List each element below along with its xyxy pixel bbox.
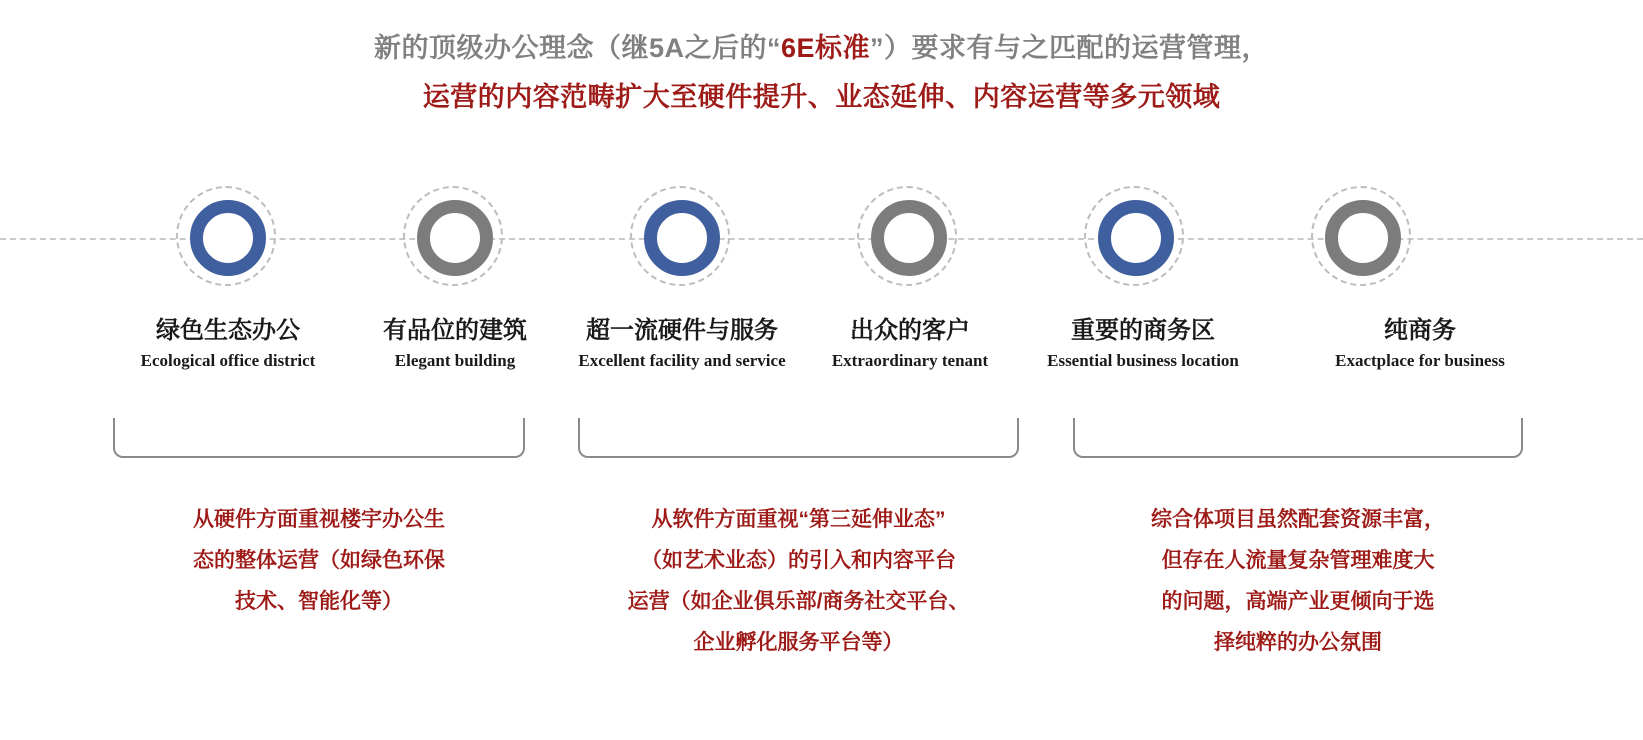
label-cn-1: 绿色生态办公 (156, 317, 300, 344)
label-en-1: Ecological office district (140, 351, 316, 370)
label-cn-4: 出众的客户 (850, 317, 970, 344)
timeline-labels (0, 316, 1643, 386)
desc-line: 态的整体运营（如绿色环保 (193, 548, 445, 572)
label-cn-5: 重要的商务区 (1071, 317, 1215, 344)
label-cn-2: 有品位的建筑 (383, 317, 527, 344)
desc-line: 但存在人流量复杂管理难度大 (1161, 548, 1435, 572)
group-brace-1 (113, 418, 525, 458)
group-braces (0, 418, 1643, 468)
desc-line: 择纯粹的办公氛围 (1214, 630, 1382, 654)
label-en-3: Excellent facility and service (578, 351, 786, 370)
desc-line: 运营（如企业俱乐部/商务社交平台、 (627, 589, 970, 613)
timeline-label-3 (552, 316, 812, 374)
title-line-1 (0, 28, 1643, 69)
desc-line: 的问题，高端产业更倾向于选 (1161, 589, 1435, 613)
group-description-1 (113, 500, 525, 623)
page-title (0, 28, 1643, 117)
circle-node-icon (417, 200, 493, 276)
circle-node-icon (871, 200, 947, 276)
label-cn-6: 纯商务 (1384, 317, 1456, 344)
title-line-1-part-2: ”）要求有与之匹配的运营管理， (870, 33, 1270, 63)
label-en-6: Exactplace for business (1335, 351, 1505, 370)
desc-line: 综合体项目虽然配套资源丰富， (1151, 508, 1445, 531)
timeline-label-2 (325, 316, 585, 374)
timeline-node-4[interactable] (857, 186, 961, 290)
title-highlight-6e: 6E标准 (780, 33, 871, 63)
label-en-2: Elegant building (394, 351, 516, 370)
label-cn-3: 超一流硬件与服务 (586, 317, 778, 344)
timeline-node-5[interactable] (1084, 186, 1188, 290)
timeline-node-1[interactable] (176, 186, 280, 290)
title-line-1-part-1: 新的顶级办公理念（继5A之后的“ (373, 33, 781, 63)
desc-line: 从软件方面重视“第三延伸业态” (651, 508, 946, 531)
group-brace-3 (1073, 418, 1523, 458)
desc-line: 从硬件方面重视楼宇办公生 (193, 508, 445, 531)
label-en-4: Extraordinary tenant (831, 351, 989, 370)
group-brace-2 (578, 418, 1019, 458)
group-description-3 (1073, 500, 1523, 664)
circle-node-icon (644, 200, 720, 276)
timeline-nodes (0, 186, 1643, 296)
timeline-label-5 (1010, 316, 1276, 374)
timeline-label-4 (785, 316, 1035, 374)
title-line-2: 运营的内容范畴扩大至硬件提升、业态延伸、内容运营等多元领域 (422, 81, 1221, 112)
circle-node-icon (1325, 200, 1401, 276)
group-description-2 (578, 500, 1019, 664)
timeline-node-6[interactable] (1311, 186, 1415, 290)
group-descriptions (0, 500, 1643, 700)
desc-line: （如艺术业态）的引入和内容平台 (641, 548, 956, 572)
label-en-5: Essential business location (1047, 351, 1239, 370)
circle-node-icon (1098, 200, 1174, 276)
timeline-label-6 (1280, 316, 1560, 374)
circle-node-icon (190, 200, 266, 276)
timeline-node-3[interactable] (630, 186, 734, 290)
timeline-node-2[interactable] (403, 186, 507, 290)
desc-line: 企业孵化服务平台等） (693, 630, 904, 654)
desc-line: 技术、智能化等） (235, 589, 403, 613)
